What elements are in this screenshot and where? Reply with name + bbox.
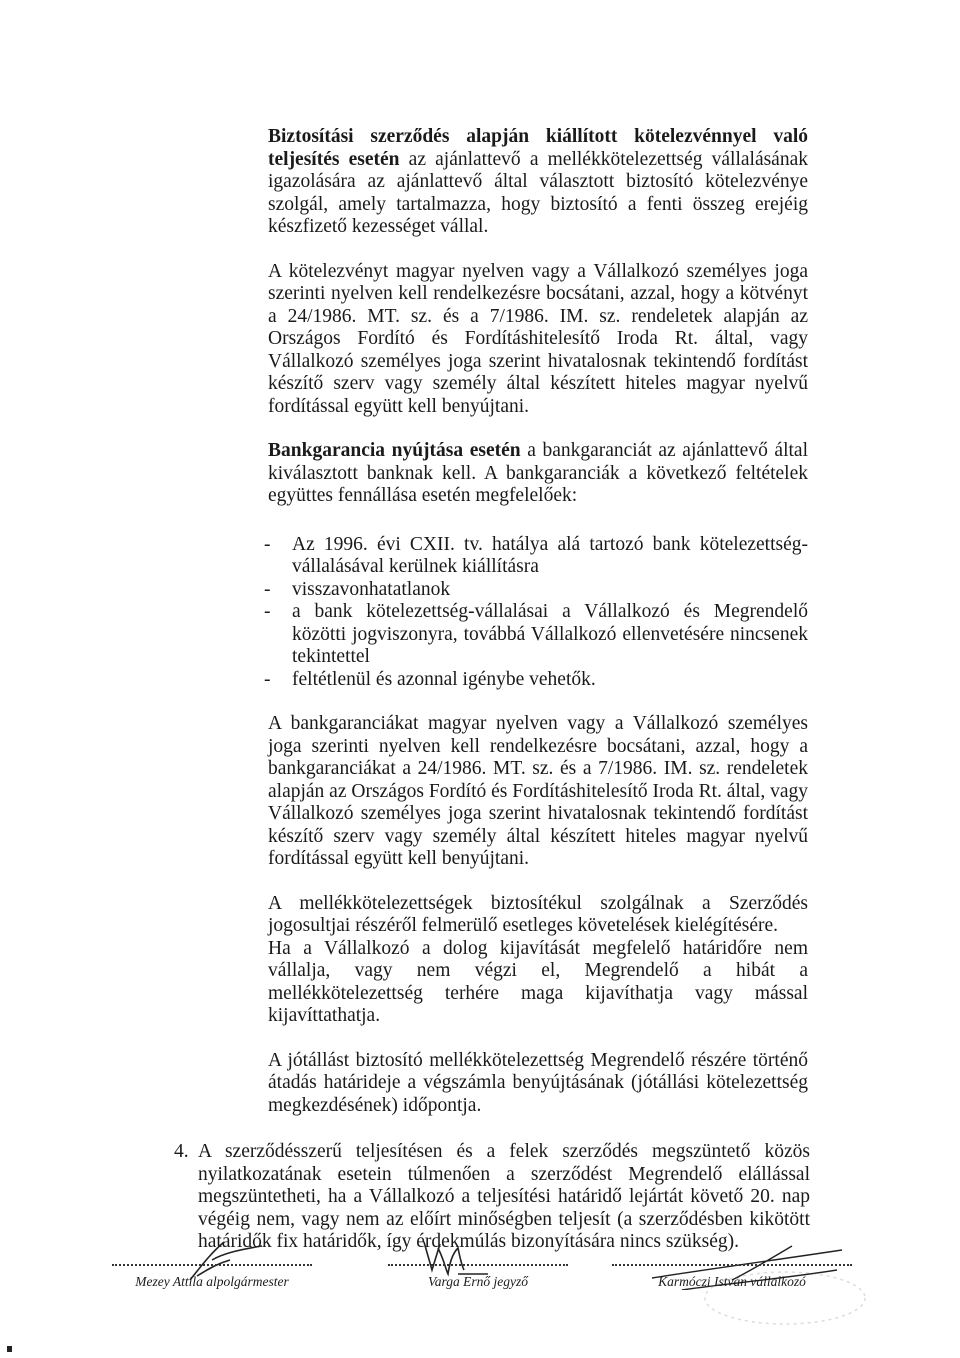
signatory-name: Mezey Attila alpolgármester xyxy=(135,1274,289,1289)
signature-line xyxy=(112,1264,312,1266)
scan-mark xyxy=(7,1346,12,1352)
list-item-text: feltétlenül és azonnal igénybe vehetők. xyxy=(292,668,596,690)
list-item-text: visszavonhatatlanok xyxy=(292,578,451,600)
bold-heading-bankgarancia: Bankgarancia nyújtása esetén xyxy=(268,440,521,461)
list-item-text: a bank kötelezettség-vállalásai a Vállalkozó és Megrendelő közötti jogviszonyra, továbbá Vállalkozó ellenvetésére nincsenek tekintettel xyxy=(292,601,808,667)
dash-marker: - xyxy=(264,668,271,690)
dash-marker: - xyxy=(264,533,271,555)
list-item xyxy=(264,578,808,602)
dash-marker: - xyxy=(264,601,271,622)
paragraph-jotallas: A jótállást biztosító mellékkötelezettség Megrendelő részére történő átadás határideje a végszámla benyújtásának (jótállási kötelezettség megkezdésének) időpontja. xyxy=(268,1049,808,1116)
paragraph-kijavitas: Ha a Vállalkozó a dolog kijavítását megfelelő határidőre nem vállalja, vagy nem végzi el, Megrendelő a hibát a mellékkötelezettség terhére maga kijavíthatja vagy mással kijavíttathatja. xyxy=(268,937,808,1026)
paragraph-kotelezveny: A kötelezvényt magyar nyelven vagy a Vállalkozó személyes joga szerinti nyelven kell rendelkezésre bocsátani, azzal, hogy a kötvényt a 24/1986. MT. sz. és a 7/1986. IM. sz. rendeletek alapján az Országos Fordító és Fordításhitelesítő Iroda Rt. által, vagy Vállalkozó személyes joga szerint hivatalosnak tekintendő fordítást készítő szerv vagy személy által készített hiteles magyar nyelvű fordítással együtt kell benyújtani. xyxy=(268,260,808,417)
paragraph-bankgarancia xyxy=(268,440,808,508)
signature-line xyxy=(388,1264,568,1266)
list-item-text: Az 1996. évi CXII. tv. hatálya alá tartozó bank kötelezettség-vállalásával kerülnek kiállításra xyxy=(292,533,808,577)
paragraph-bankgarancia-nyelv: A bankgaranciákat magyar nyelven vagy a Vállalkozó személyes joga szerinti nyelven kell rendelkezésre bocsátani, azzal, hogy a bankgaranciákat a 24/1986. MT. sz. és a 7/1986. IM. sz. rendeletek alapján az Országos Fordító és Fordításhitelesítő Iroda Rt. által, vagy Vállalkozó személyes joga szerint hivatalosnak tekintendő fordítást készítő szerv vagy személy által készített hiteles magyar nyelvű fordítással együtt kell benyújtani. xyxy=(268,713,808,869)
item-4-text: A szerződésszerű teljesítésen és a felek szerződés megszüntető közös nyilatkozatának esetein túlmenően a szerződést Megrendelő elállással megszüntetheti, ha a Vállalkozó a teljesítési határidő lejártát követő 20. nap végéig nem, vagy nem az előírt minőségben teljesít (a szerződésben kikötött határidők fix határidők, így érdekmúlás bizonyítására nincs szükség). xyxy=(198,1141,810,1252)
bold-heading-biztositasi: Biztosítási szerződés alapján kiállított kötelezvénnyel való teljesítés esetén xyxy=(268,126,808,170)
signature-block-notary xyxy=(388,1240,568,1300)
faded-stamp xyxy=(700,1268,870,1328)
list-item xyxy=(264,668,808,692)
signatory-name: Varga Ernő jegyző xyxy=(428,1274,528,1289)
paragraph-text: az ajánlattevő a mellékkötelezettség vállalásának igazolására az ajánlattevő által választott biztosító kötelezvénye szolgál, amely tartalmazza, hogy biztosító a fenti összeg erejéig készfizető kezességet vállal. xyxy=(268,148,808,237)
signature-line xyxy=(612,1264,852,1266)
paragraph-text: a bankgaranciát az ajánlattevő által kiválasztott banknak kell. A bankgaranciák a következő feltételek együttes fennállása esetén megfelelőek: xyxy=(268,440,808,506)
signatory-name: Karmóczi István vállalkozó xyxy=(658,1274,806,1289)
list-item xyxy=(264,601,808,669)
condition-list xyxy=(264,533,808,692)
dash-marker: - xyxy=(264,578,271,600)
list-item xyxy=(264,533,808,579)
numbered-item-4 xyxy=(174,1141,810,1254)
paragraph-mellekkotelezettseg: A mellékkötelezettségek biztosítékul szolgálnak a Szerződés jogosultjai részéről felmerülő esetleges követelések kielégítésére. xyxy=(268,892,808,936)
item-number: 4. xyxy=(174,1141,189,1162)
document-body xyxy=(174,126,810,1254)
signature-block-mayor xyxy=(112,1240,312,1300)
paragraph-biztositasi xyxy=(268,126,808,239)
